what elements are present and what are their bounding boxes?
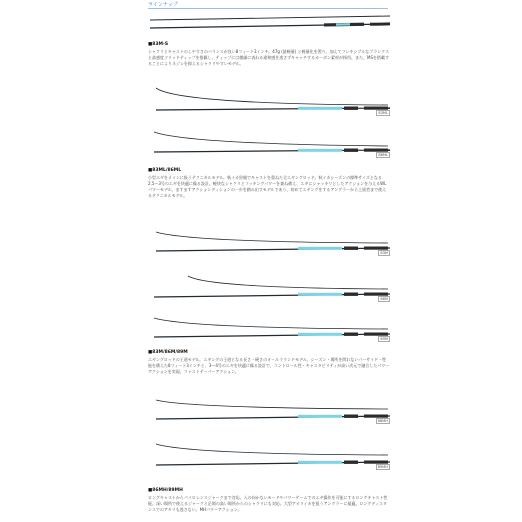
rod-graphic — [148, 440, 392, 470]
rod-image-89m — [148, 312, 392, 342]
rod-graphic — [148, 394, 392, 424]
rod-image-83ml — [148, 86, 392, 116]
rod-graphic — [148, 86, 392, 116]
section-title-86mh-89mh: ■86MH/89MH — [148, 488, 183, 493]
section-desc-83m-86m-89m: エギングロッドの王道モデル。エギングの王道となる長さ・硬さのオールラウンドモデル。シーズン・場所を問わないパーサイド・性能を備えた8フィート3インチと、3〜4号のエギを快適に操る設計で、コントロール性・キャスタビリティが高い次元で融合したパワーアクションを実現。ファストテーパーアクション。 — [148, 357, 390, 374]
rod-graphic — [148, 128, 392, 158]
rod-label: 89M — [380, 337, 388, 341]
rod-graphic — [148, 272, 392, 302]
section-desc-83m-s: シャクリとキャストのしやすさのバランスが良い8フィート3インチ。47g (最軽量) と軽量化を図り、加えてフレキシブルなブランクスと高感度ソリッドティップを搭載し、ティップには微細に表れる違和感を逃さずキャッチするカーボン素材が採用。また、MSを搭載することによりネジレを抑えるシャクリやすいモデル。 — [148, 49, 390, 66]
rod-image-86m — [148, 272, 392, 302]
section-desc-83ml-86ml: 小型エギをメインに扱うテクニカルモデル。秋イカ狩猟でキャストを重ねた全エギングロッド。秋イカシーズンの標準サイズとなる2.5〜3号のエギを快適に操る設計。軽快なシャクリとフッキングパワーを兼ね備え、エギにシャッキリとしたアクションを与えるWLパワーモデル。ますますアクションディションの一歩を踏み出すモデルであり、初めてエギングをするアングラーから上級者まで使えるテクニカルモデル。 — [148, 175, 387, 198]
rod-graphic — [148, 312, 392, 342]
heading-divider — [148, 8, 388, 9]
page-heading: ラインナップ — [148, 2, 178, 8]
rod-label: 83M — [380, 251, 388, 255]
rod-image-83m — [148, 226, 392, 256]
rod-label: 86ML — [378, 153, 388, 157]
rod-label: 86MH — [377, 419, 388, 423]
section-title-83m-s: ■83M-S — [148, 42, 169, 47]
rod-image-83m-s — [148, 10, 392, 34]
rod-graphic — [148, 226, 392, 256]
rod-label: 86M — [380, 297, 388, 301]
section-title-83ml-86ml: ■83ML/86ML — [148, 168, 182, 173]
rod-label: 89MH — [377, 465, 388, 469]
rod-label: 83ML — [378, 111, 388, 115]
section-desc-86mh-89mh: ロングキャストからパイロレンスジャークまで対応。入の向かないモードやパワーゲームでのエギ操作を可能にするロングキャスト性能。深い場所で使えるジャークと足場の高い場所からのシャクリにも対応。大型アオリイカを狙うアングラーに最適。ロングディスタンスでのアタリも逃さない、MHパワーアクション。 — [148, 495, 388, 512]
rod-graphic — [148, 10, 392, 34]
section-title-83m-86m-89m: ■83M/86M/89M — [148, 350, 188, 355]
rod-image-89mh — [148, 440, 392, 470]
rod-image-86ml — [148, 128, 392, 158]
rod-image-86mh — [148, 394, 392, 424]
